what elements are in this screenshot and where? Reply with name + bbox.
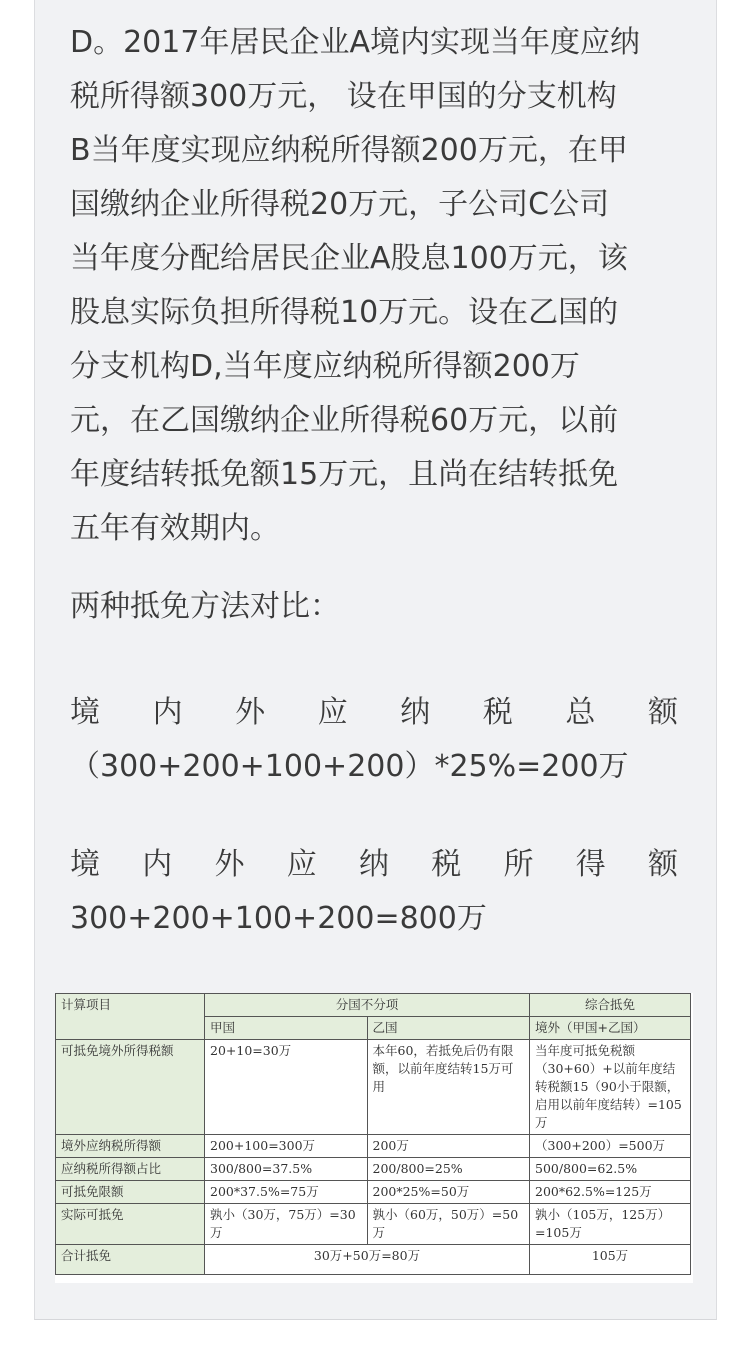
cell-jia: 20+10=30万 — [205, 1040, 368, 1135]
row-label: 可抵免境外所得税额 — [56, 1040, 205, 1135]
row-label: 境外应纳税所得额 — [56, 1135, 205, 1158]
text-line: D。2017年居民企业A境内实现当年度应纳 — [70, 25, 640, 60]
cell-yi: 200/800=25% — [367, 1158, 530, 1181]
text-line: 年度结转抵免额15万元，且尚在结转抵免 — [70, 457, 619, 492]
cell-yi: 孰小（60万，50万）=50万 — [367, 1204, 530, 1245]
credit-comparison-table-image — [55, 993, 693, 1283]
row-label: 实际可抵免 — [56, 1204, 205, 1245]
header-yi: 乙国 — [367, 1017, 530, 1040]
cell-total: （300+200）=500万 — [530, 1135, 691, 1158]
cell-yi: 200万 — [367, 1135, 530, 1158]
sum-row-split: 30万+50万=80万 — [205, 1245, 530, 1275]
total-tax-formula: （300+200+100+200）*25%=200万 — [70, 749, 629, 784]
total-income-block — [70, 838, 678, 946]
header-overseas: 境外（甲国+乙国） — [530, 1017, 691, 1040]
credit-comparison-table — [55, 993, 691, 1275]
cell-yi: 本年60，若抵免后仍有限额，以前年度结转15万可用 — [367, 1040, 530, 1135]
cell-total: 200*62.5%=125万 — [530, 1181, 691, 1204]
cell-total: 500/800=62.5% — [530, 1158, 691, 1181]
text-line: 当年度分配给居民企业A股息100万元，该 — [70, 241, 628, 276]
header-jia: 甲国 — [205, 1017, 368, 1040]
cell-total: 孰小（105万，125万）=105万 — [530, 1204, 691, 1245]
cell-jia: 200+100=300万 — [205, 1135, 368, 1158]
sum-row-label: 合计抵免 — [56, 1245, 205, 1275]
cell-jia: 300/800=37.5% — [205, 1158, 368, 1181]
row-label: 应纳税所得额占比 — [56, 1158, 205, 1181]
text-line: 五年有效期内。 — [70, 511, 280, 546]
cell-total: 当年度可抵免税额（30+60）+以前年度结转税额15（90小于限额，启用以前年度结转）=105万 — [530, 1040, 691, 1135]
row-label: 可抵免限额 — [56, 1181, 205, 1204]
cell-yi: 200*25%=50万 — [367, 1181, 530, 1204]
cell-jia: 孰小（30万，75万）=30万 — [205, 1204, 368, 1245]
total-tax-block — [70, 686, 678, 794]
comparison-heading: 两种抵免方法对比： — [70, 589, 340, 624]
total-tax-label: 境 内 外 应 纳 税 总 额 — [70, 695, 678, 730]
header-split-group: 分国不分项 — [205, 994, 530, 1017]
text-line: 税所得额300万元， 设在甲国的分支机构 — [70, 79, 617, 114]
header-item: 计算项目 — [56, 994, 205, 1040]
sum-row-total: 105万 — [530, 1245, 691, 1275]
header-comprehensive: 综合抵免 — [530, 994, 691, 1017]
total-income-formula: 300+200+100+200=800万 — [70, 901, 487, 936]
total-income-label: 境 内 外 应 纳 税 所 得 额 — [70, 847, 678, 882]
text-line: 股息实际负担所得税10万元。设在乙国的 — [70, 295, 619, 330]
cell-jia: 200*37.5%=75万 — [205, 1181, 368, 1204]
text-line: 国缴纳企业所得税20万元，子公司C公司 — [70, 187, 610, 222]
case-paragraph — [70, 16, 678, 556]
text-line: 分支机构D,当年度应纳税所得额200万 — [70, 349, 580, 384]
text-line: B当年度实现应纳税所得额200万元，在甲 — [70, 133, 628, 168]
text-line: 元，在乙国缴纳企业所得税60万元，以前 — [70, 403, 619, 438]
